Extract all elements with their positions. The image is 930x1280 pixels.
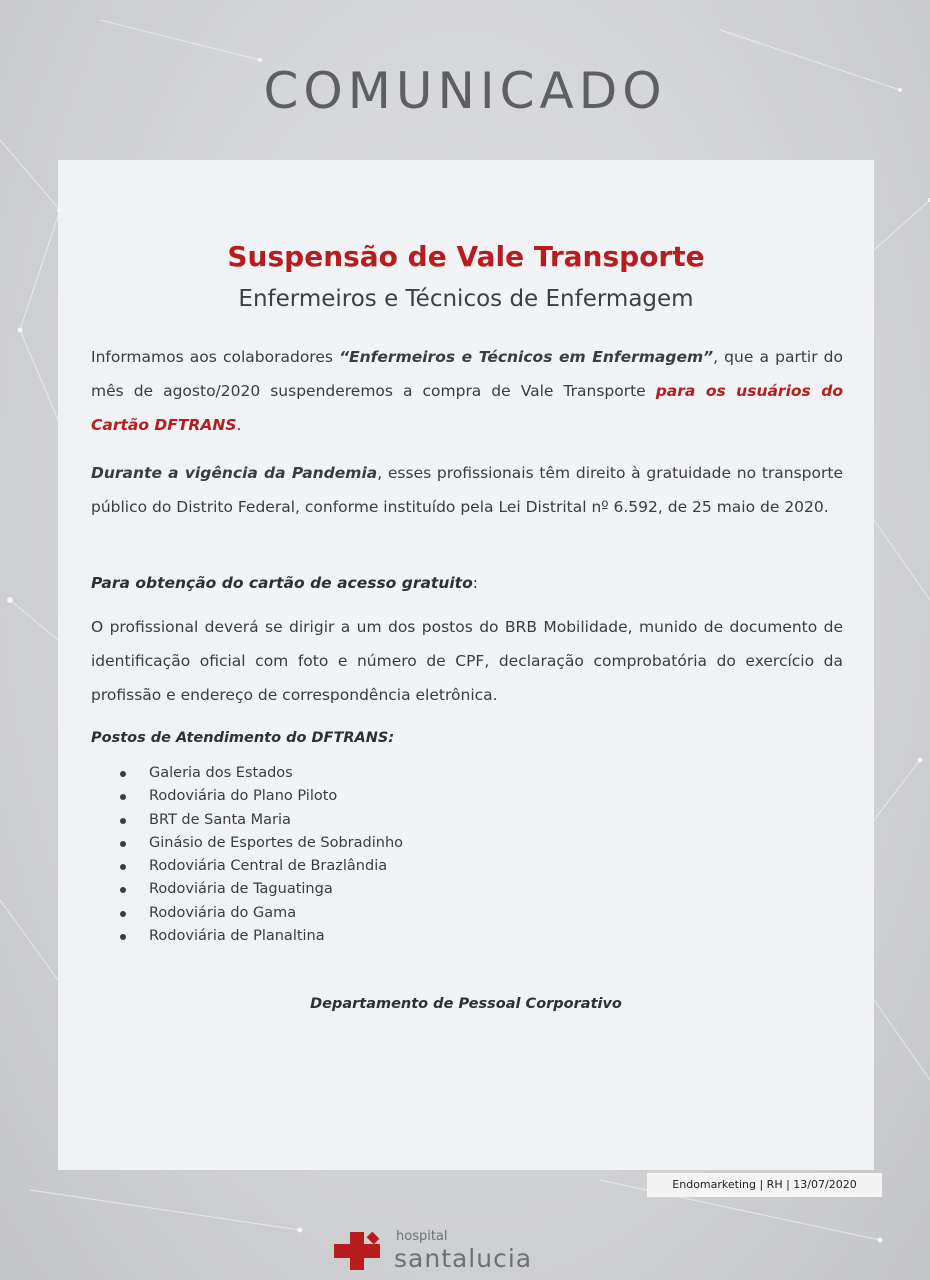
footer-tag: Endomarketing | RH | 13/07/2020 <box>647 1173 882 1197</box>
paragraph-instructions: O profissional deverá se dirigir a um dos postos do BRB Mobilidade, munido de documento de identificação oficial com foto e número de CPF, declaração comprobatória do exercício da profissão e endereço de correspondência eletrônica. <box>91 618 843 704</box>
logo-big-text: santalucia <box>394 1244 533 1273</box>
intro-highlight-users: para os usuários do Cartão DFTRANS <box>91 382 843 434</box>
section-card-label-text: Para obtenção do cartão de acesso gratuito <box>91 574 473 592</box>
list-item: BRT de Santa Maria <box>113 809 403 832</box>
list-item: Rodoviária do Plano Piloto <box>113 785 403 808</box>
paragraph-pandemic <box>91 456 843 524</box>
signature: Departamento de Pessoal Corporativo <box>310 996 622 1012</box>
announcement-subtitle: Enfermeiros e Técnicos de Enfermagem <box>238 286 694 312</box>
bullet-icon <box>120 934 126 940</box>
bullet-icon <box>120 864 126 870</box>
red-cross-logo-icon <box>334 1232 386 1270</box>
list-item: Galeria dos Estados <box>113 762 403 785</box>
postos-label: Postos de Atendimento do DFTRANS: <box>91 730 395 746</box>
intro-text-1: Informamos aos colaboradores <box>91 348 340 366</box>
hospital-logo <box>334 1226 624 1274</box>
announcement-card <box>58 160 874 1170</box>
bullet-icon <box>120 794 126 800</box>
pandemic-text: , esses profissionais têm direito à gratuidade no transporte público do Distrito Federal, conforme instituído pela Lei Distrital nº 6.592, de 25 maio de 2020. <box>91 464 843 516</box>
postos-list <box>113 762 403 948</box>
list-item: Rodoviária do Gama <box>113 902 403 925</box>
section-card-label <box>91 574 478 592</box>
list-item: Ginásio de Esportes de Sobradinho <box>113 832 403 855</box>
intro-text-3: . <box>236 416 242 434</box>
bullet-icon <box>120 841 126 847</box>
pandemic-highlight: Durante a vigência da Pandemia <box>91 464 378 482</box>
intro-highlight-role: “Enfermeiros e Técnicos em Enfermagem” <box>339 348 714 366</box>
bullet-icon <box>120 911 126 917</box>
bullet-icon <box>120 771 126 777</box>
bullet-icon <box>120 818 126 824</box>
paragraph-intro <box>91 340 843 442</box>
section-card-colon: : <box>472 574 478 592</box>
bullet-icon <box>120 887 126 893</box>
intro-text-2: , que a partir do mês de agosto/2020 suspenderemos a compra de Vale Transporte <box>91 348 844 400</box>
announcement-title: Suspensão de Vale Transporte <box>227 240 705 273</box>
logo-small-text: hospital <box>396 1229 448 1244</box>
list-item: Rodoviária de Taguatinga <box>113 878 403 901</box>
list-item: Rodoviária Central de Brazlândia <box>113 855 403 878</box>
list-item: Rodoviária de Planaltina <box>113 925 403 948</box>
page-heading: COMUNICADO <box>263 62 667 120</box>
